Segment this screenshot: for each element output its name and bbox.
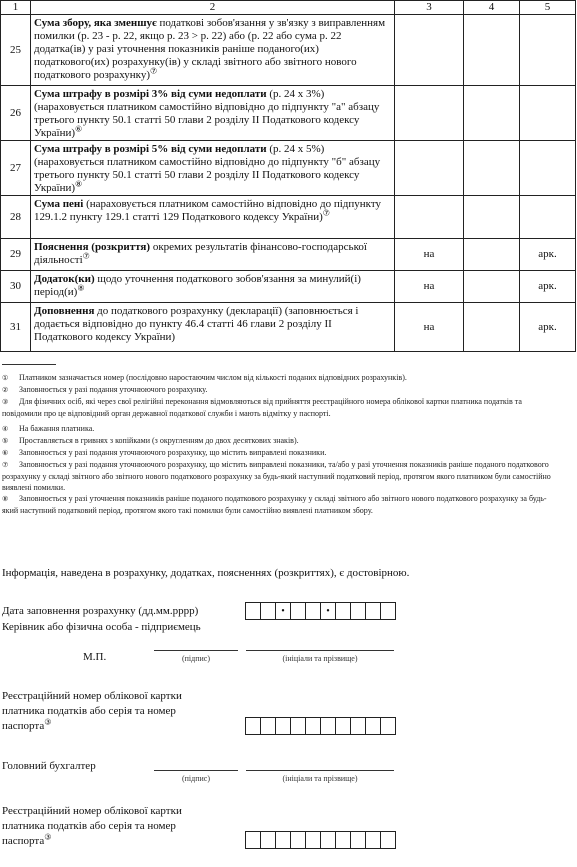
accountant-initials-line[interactable] [246, 770, 394, 771]
reg-number-field-1[interactable] [245, 717, 396, 735]
declaration-table [0, 0, 576, 352]
footnote-text: Проставляється в гривнях з копійками (з округленням до двох десяткових знаків). [19, 436, 299, 445]
col-header: 3 [395, 1, 464, 15]
footnote [2, 459, 558, 493]
row-bold-title: Сума збору, яка зменшує [34, 17, 157, 29]
reg1-label-line: платника податків або серія та номер [2, 705, 176, 717]
table-header-row [1, 1, 576, 15]
cell-value[interactable] [464, 271, 520, 303]
cell-value[interactable] [520, 15, 576, 86]
footnote-separator [2, 364, 56, 365]
row-number: 25 [1, 15, 31, 86]
cell-value[interactable]: на [395, 303, 464, 352]
footnote-text: Заповнюється у разі подання уточнюючого розрахунку. [19, 385, 208, 394]
cell-value[interactable] [464, 15, 520, 86]
table-row [1, 141, 576, 196]
digit-cell[interactable] [290, 717, 306, 735]
row-bold-title: Сума штрафу в розмірі 3% від суми недоплати [34, 88, 267, 100]
row-description [31, 239, 395, 271]
cell-value[interactable]: арк. [520, 239, 576, 271]
row-text: податкові зобов'язання у зв'язку з виправленням помилки (р. 23 - р. 22, якщо р. 23 > р. 22) або (р. 22 або сума р. 22 додатка(ів) у разі уточнення показників раніше поданого(их) податкового(их) розрахунку(ів) у складі звітного або звітного нового податкового розрахунку) [34, 17, 386, 81]
footnote-mark: ③ [44, 717, 52, 727]
digit-cell[interactable] [320, 831, 336, 849]
stamp-label: М.П. [83, 651, 107, 663]
digit-cell[interactable] [335, 831, 351, 849]
footnote-mark: ⑤ [2, 437, 9, 445]
digit-cell[interactable] [380, 831, 396, 849]
digit-cell[interactable] [275, 717, 291, 735]
row-text: (нараховується платником самостійно відповідно до підпункту 129.1.2 пункту 129.1 статті 129 Податкового кодексу України) [34, 198, 381, 223]
footnote-text: На бажання платника. [19, 424, 95, 433]
digit-cell[interactable] [365, 717, 381, 735]
footnote-mark: ⑧ [77, 283, 85, 293]
row-bold-title: Додаток(ки) [34, 273, 95, 285]
footnote [2, 396, 558, 419]
cell-value[interactable] [520, 141, 576, 196]
digit-cell[interactable] [245, 717, 261, 735]
digit-cell[interactable] [335, 717, 351, 735]
reg1-label-text: паспорта [2, 720, 45, 732]
row-description [31, 141, 395, 196]
footnote [2, 447, 558, 459]
row-bold-title: Сума штрафу в розмірі 5% від суми недоплати [34, 143, 267, 155]
row-description [31, 86, 395, 141]
table-row [1, 271, 576, 303]
digit-cell[interactable] [350, 717, 366, 735]
digit-cell[interactable] [290, 831, 306, 849]
footnote-mark: ⑦ [82, 251, 90, 261]
date-cell[interactable] [260, 602, 276, 620]
date-cell[interactable] [380, 602, 396, 620]
row-number: 26 [1, 86, 31, 141]
row-number: 27 [1, 141, 31, 196]
cell-value[interactable] [395, 86, 464, 141]
row-text: щодо уточнення податкового зобов'язання за минулий(і) період(и) [34, 273, 361, 298]
footnote-text: Платником зазначається номер (послідовно наростаючим числом від кількості поданих відповідних розрахунків). [19, 373, 407, 382]
row-number: 30 [1, 271, 31, 303]
footnote-text: Заповнюється у разі подання уточнюючого розрахунку, що містить виправлені показники, та/або у разі уточнення показників раніше поданого податкового розрахунку у складі звітного або звітного нового податкового розрахунку за будь-який наступний податковий період, протягом якого платником були самостійно виявлені помилки. [2, 460, 551, 492]
attestation-text: Інформація, наведена в розрахунку, додатках, поясненнях (розкриттях), є достовірною. [2, 567, 410, 579]
footnote-mark: ⑧ [2, 495, 9, 503]
row-text: (р. 24 x 3%) (нараховується платником самостійно відповідно до підпункту "а" абзацу третього пункту 50.1 статті 50 глави 2 розділу II Податкового кодексу України) [34, 88, 380, 138]
digit-cell[interactable] [275, 831, 291, 849]
footnote-mark: ⑥ [75, 124, 83, 134]
col-header: 5 [520, 1, 576, 15]
footnote [2, 493, 558, 516]
signature-line[interactable] [154, 650, 238, 651]
cell-value[interactable]: арк. [520, 271, 576, 303]
digit-cell[interactable] [305, 831, 321, 849]
reg1-label-line: Реєстраційний номер облікової картки [2, 690, 182, 702]
row-text: окремих результатів фінансово-господарської діяльності [34, 241, 367, 266]
date-separator: • [275, 602, 291, 620]
cell-value[interactable] [464, 196, 520, 239]
digit-cell[interactable] [260, 717, 276, 735]
digit-cell[interactable] [320, 717, 336, 735]
cell-value[interactable] [520, 196, 576, 239]
initials-caption: (ініціали та прізвище) [282, 774, 358, 783]
row-bold-title: Доповнення [34, 305, 95, 317]
digit-cell[interactable] [260, 831, 276, 849]
footnote-mark: ③ [2, 398, 9, 406]
date-cell[interactable] [350, 602, 366, 620]
table-row [1, 15, 576, 86]
footnote-mark: ④ [2, 425, 9, 433]
footnote-text: Заповнюється у разі уточнення показників раніше поданого податкового розрахунку у складі звітного або звітного нового податкового розрахунку за будь-який наступний податковий період, протягом якого такі помилки були самостійно виявлені платником збору. [2, 494, 547, 515]
footnote-text: Для фізичних осіб, які через свої релігійні переконання відмовляються від прийняття реєстраційного номера облікової картки платника податків та повідомили про це відповідний орган державної податкової служби і мають відмітку у паспорті. [2, 397, 522, 418]
row-text: (р. 24 x 5%) (нараховується платником самостійно відповідно до підпункту "б" абзацу третього пункту 50.1 статті 50 глави 2 розділу II Податкового кодексу України) [34, 143, 381, 193]
footnote-mark: ⑥ [2, 449, 9, 457]
initials-line[interactable] [246, 650, 394, 651]
reg2-label-text: паспорта [2, 835, 45, 847]
reg2-label-line: платника податків або серія та номер [2, 820, 176, 832]
table-row [1, 86, 576, 141]
row-bold-title: Сума пені [34, 198, 84, 210]
digit-cell[interactable] [380, 717, 396, 735]
signature-caption: (підпис) [181, 654, 210, 663]
initials-caption: (ініціали та прізвище) [282, 654, 358, 663]
digit-cell[interactable] [350, 831, 366, 849]
date-cell[interactable] [365, 602, 381, 620]
table-row [1, 303, 576, 352]
footnote-mark: ⑦ [322, 208, 330, 218]
date-cell[interactable] [335, 602, 351, 620]
table-row [1, 196, 576, 239]
cell-value[interactable]: на [395, 239, 464, 271]
footnote-text: Заповнюється у разі подання уточнюючого розрахунку, що містить виправлені показники. [19, 448, 327, 457]
cell-value[interactable] [395, 141, 464, 196]
accountant-label: Головний бухгалтер [2, 760, 96, 772]
footnote [2, 423, 558, 435]
date-label: Дата заповнення розрахунку (дд.мм.рррр) [2, 605, 199, 617]
row-description [31, 15, 395, 86]
row-description [31, 196, 395, 239]
footnotes [2, 372, 558, 516]
footnote [2, 372, 558, 384]
reg2-label-line [2, 832, 52, 848]
footnote [2, 384, 558, 396]
footnote-mark: ③ [44, 832, 52, 842]
cell-value[interactable] [520, 86, 576, 141]
footnote-mark: ② [2, 386, 9, 394]
row-number: 31 [1, 303, 31, 352]
date-field[interactable] [245, 602, 396, 620]
row-bold-title: Пояснення (розкриття) [34, 241, 151, 253]
col-header: 1 [1, 1, 31, 15]
col-header: 2 [31, 1, 395, 15]
cell-value[interactable]: арк. [520, 303, 576, 352]
accountant-signature-line[interactable] [154, 770, 238, 771]
col-header: 4 [464, 1, 520, 15]
date-cell[interactable] [290, 602, 306, 620]
cell-value[interactable] [395, 15, 464, 86]
cell-value[interactable] [464, 239, 520, 271]
digit-cell[interactable] [305, 717, 321, 735]
date-cell[interactable] [245, 602, 261, 620]
cell-value[interactable]: на [395, 271, 464, 303]
table-row [1, 239, 576, 271]
footnote-mark: ⑦ [150, 66, 158, 76]
cell-value[interactable] [464, 86, 520, 141]
head-label: Керівник або фізична особа - підприємець [2, 621, 201, 633]
footnote-mark: ① [2, 374, 9, 382]
row-description [31, 303, 395, 352]
row-number: 29 [1, 239, 31, 271]
footnote-mark: ⑦ [2, 461, 9, 469]
footnote-mark: ⑧ [75, 179, 83, 189]
footnote [2, 435, 558, 447]
cell-value[interactable] [395, 196, 464, 239]
digit-cell[interactable] [365, 831, 381, 849]
signature-caption: (підпис) [181, 774, 210, 783]
row-description [31, 271, 395, 303]
reg1-label-line [2, 717, 52, 733]
cell-value[interactable] [464, 141, 520, 196]
date-separator: • [320, 602, 336, 620]
reg2-label-line: Реєстраційний номер облікової картки [2, 805, 182, 817]
digit-cell[interactable] [245, 831, 261, 849]
reg-number-field-2[interactable] [245, 831, 396, 849]
row-text: до податкового розрахунку (декларації) (заповнюється і додається відповідно до пункту 46.4 статті 46 глави 2 розділу II Податкового кодексу України) [34, 305, 359, 343]
date-cell[interactable] [305, 602, 321, 620]
cell-value[interactable] [464, 303, 520, 352]
row-number: 28 [1, 196, 31, 239]
